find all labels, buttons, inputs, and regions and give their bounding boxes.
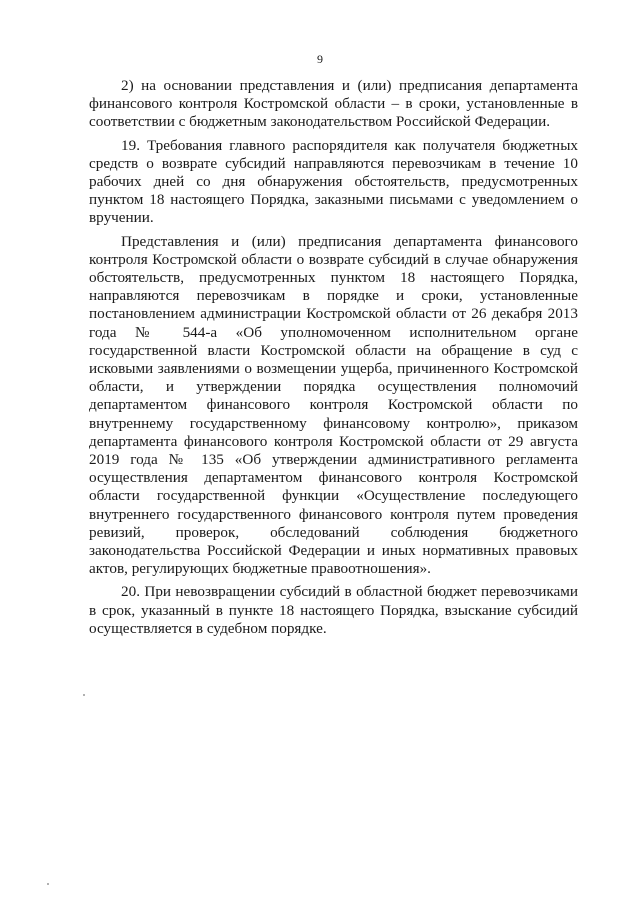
scan-speck	[83, 694, 85, 696]
page-number: 9	[317, 52, 323, 66]
paragraph-representations: Представления и (или) предписания департамента финансового контроля Костромской области о возврате субсидий в случае обнаружения обстоятельств, предусмотренных пунктом 18 настоящего Порядка, направляются перевозчикам в порядке и сроки, установленные постановлением администрации Костромской области от 26 декабря 2013 года № 544-а «Об уполномоченном исполнительном органе государственной власти Костромской области на обращение в суд с исковыми заявлениями о возмещении ущерба, причиненного Костромской области, и утверждении порядка осуществления полномочий департаментом финансового контроля Костромской области по внутреннему государственному финансовому контролю», приказом департамента финансового контроля Костромской области от 29 августа 2019 года № 135 «Об утверждении административного регламента осуществления департаментом финансового контроля Костромской области государственной функции «Осуществление последующего внутреннего государственного финансового контроля путем проведения ревизий, проверок, обследований соблюдения бюджетного законодательства Российской Федерации и иных нормативных правовых актов, регулирующих бюджетные правоотношения».	[89, 232, 578, 578]
paragraph-clause-20: 20. При невозвращении субсидий в областной бюджет перевозчиками в срок, указанный в пункте 18 настоящего Порядка, взыскание субсидий осуществляется в судебном порядке.	[89, 583, 578, 637]
paragraph-item-2: 2) на основании представления и (или) предписания департамента финансового контроля Костромской области – в сроки, установленные в соответствии с бюджетным законодательством Российской Федерации.	[89, 77, 578, 131]
document-body	[89, 77, 578, 643]
paragraph-clause-19: 19. Требования главного распорядителя как получателя бюджетных средств о возврате субсидий направляются перевозчикам в течение 10 рабочих дней со дня обнаружения обстоятельств, предусмотренных пунктом 18 настоящего Порядка, заказными письмами с уведомлением о вручении.	[89, 136, 578, 227]
scan-speck	[47, 883, 49, 885]
